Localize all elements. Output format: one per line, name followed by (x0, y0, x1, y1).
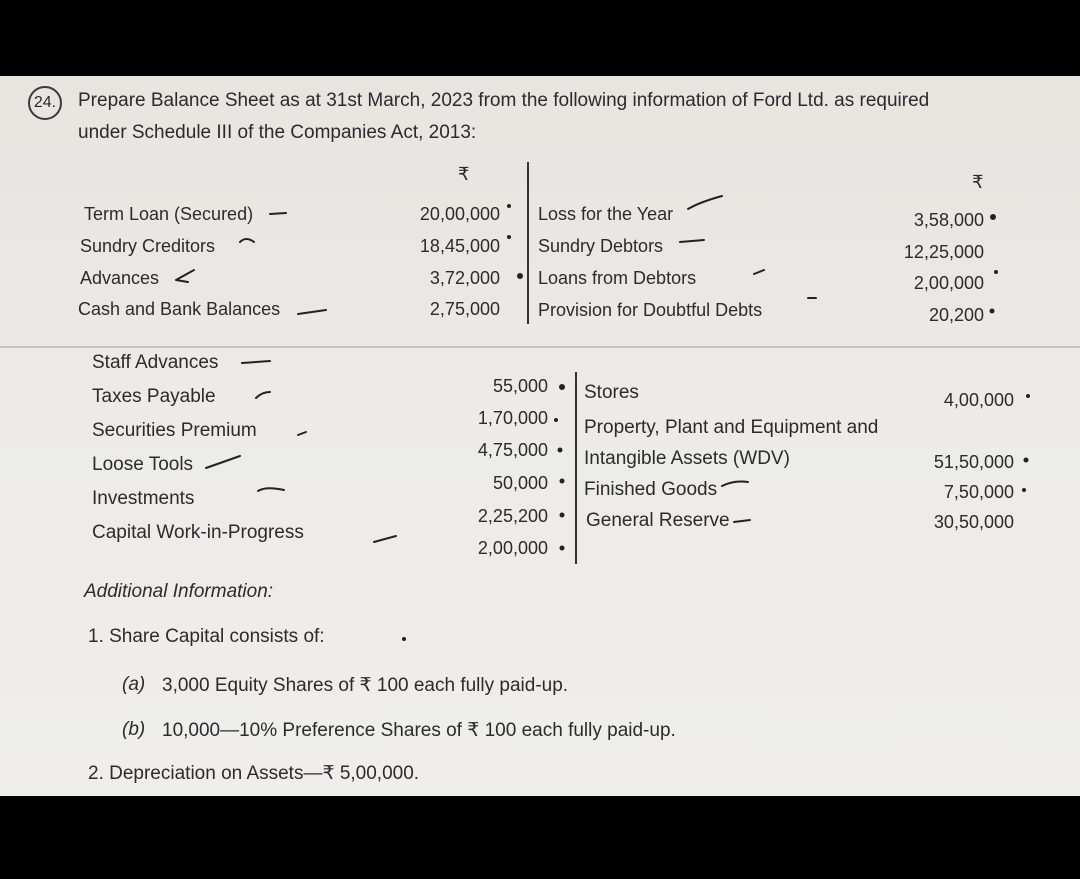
t1-left-label: Advances (80, 268, 160, 288)
t1-left-amount: 20,00,000 (419, 204, 500, 224)
t1-left-amount: 3,72,000 (429, 268, 500, 288)
t2-right-amount: 30,50,000 (933, 512, 1014, 532)
t2-left-amount: 55,000 (492, 376, 548, 396)
additional-item-2: 2. Depreciation on Assets—₹ 5,00,000. (88, 763, 420, 784)
t2-left-amount: 2,00,000 (477, 538, 548, 558)
t1-right-label: Loans from Debtors (538, 268, 697, 288)
t2-left-amount: 2,25,200 (477, 506, 548, 526)
t2-left-amount: 1,70,000 (477, 408, 548, 428)
t2-left-label: Staff Advances (92, 352, 219, 373)
additional-item-1b-label: (b) (122, 719, 146, 740)
t1-right-amount: 2,00,000 (913, 273, 984, 293)
pen-marks (0, 76, 1080, 796)
additional-heading: Additional Information: (84, 581, 274, 602)
t1-left-label: Term Loan (Secured) (84, 204, 254, 224)
t2-right-amount: 51,50,000 (933, 452, 1014, 472)
t1-right-label: Loss for the Year (538, 204, 674, 224)
t2-right-amount: 4,00,000 (943, 390, 1014, 410)
rupee-symbol-left: ₹ (458, 164, 470, 184)
t1-right-label: Sundry Debtors (538, 236, 664, 256)
t2-left-label: Taxes Payable (92, 386, 216, 407)
question-line-2: under Schedule III of the Companies Act, 2013: (78, 122, 477, 143)
t2-right-label: General Reserve (586, 510, 730, 531)
rupee-symbol-right: ₹ (972, 172, 984, 192)
textbook-photo (0, 76, 1080, 796)
t2-left-label: Investments (92, 488, 195, 509)
t2-right-label: Finished Goods (584, 479, 718, 500)
t2-right-label: Property, Plant and Equipment and (584, 417, 879, 438)
t2-left-amount: 4,75,000 (477, 440, 548, 460)
additional-item-1a-label: (a) (122, 674, 146, 695)
t1-right-label: Provision for Doubtful Debts (538, 300, 763, 320)
additional-item-1a: 3,000 Equity Shares of ₹ 100 each fully paid-up. (162, 675, 569, 696)
t1-left-label: Sundry Creditors (80, 236, 216, 256)
t1-right-amount: 12,25,000 (903, 242, 984, 262)
additional-item-1b: 10,000—10% Preference Shares of ₹ 100 each fully paid-up. (162, 720, 676, 741)
t2-right-label: Stores (584, 382, 639, 403)
question-number: 24. (28, 86, 62, 120)
t2-left-label: Loose Tools (92, 454, 194, 475)
t2-left-amount: 50,000 (492, 473, 548, 493)
question-line-1: Prepare Balance Sheet as at 31st March, 2023 from the following information of Ford Ltd. as required (78, 90, 930, 111)
t1-left-amount: 18,45,000 (419, 236, 500, 256)
t1-left-label: Cash and Bank Balances (78, 299, 281, 319)
t2-right-amount: 7,50,000 (943, 482, 1014, 502)
t1-right-amount: 20,200 (928, 305, 984, 325)
t1-right-amount: 3,58,000 (913, 210, 984, 230)
t2-left-label: Capital Work-in-Progress (92, 522, 304, 543)
t2-right-label: Intangible Assets (WDV) (584, 448, 790, 469)
t2-left-label: Securities Premium (92, 420, 257, 441)
t1-left-amount: 2,75,000 (429, 299, 500, 319)
additional-item-1: 1. Share Capital consists of: (88, 626, 325, 647)
